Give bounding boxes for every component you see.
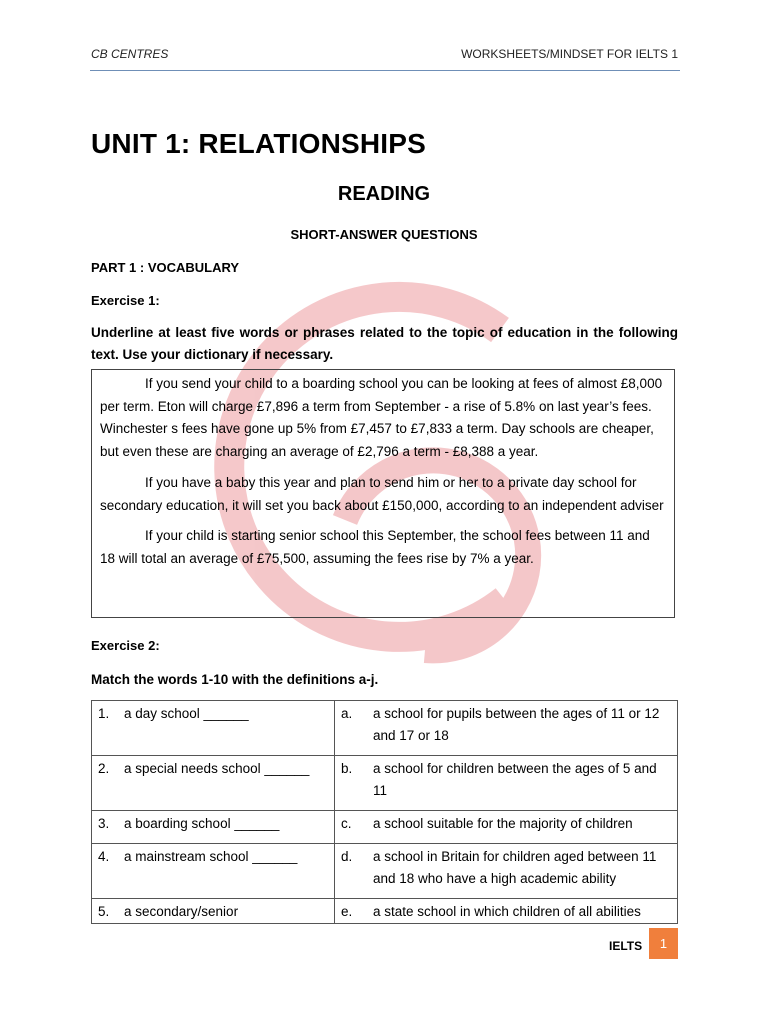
word-cell <box>92 811 335 844</box>
header-left: CB CENTRES <box>91 47 169 61</box>
paragraph: If you send your child to a boarding school you can be looking at fees of almost £8,000 per term. Eton will charge £7,896 a term from September - a rise of 5.8% on last year’s fees. Winchester s fees have gone up 5% from £7,457 to £7,833 a term. Day schools are cheaper, but even these are charging an average of £2,796 a term - £8,388 a year. <box>100 376 663 459</box>
subsection-heading: SHORT-ANSWER QUESTIONS <box>290 227 478 242</box>
item-letter: d. <box>341 849 353 864</box>
part-label: PART 1 : VOCABULARY <box>91 260 240 275</box>
item-letter: a. <box>341 706 353 721</box>
word-cell <box>92 899 335 924</box>
definition-cell <box>335 811 678 844</box>
table-row <box>92 844 678 899</box>
definition-cell <box>335 701 678 756</box>
reading-text-box <box>91 369 675 618</box>
page-title: UNIT 1: RELATIONSHIPS <box>91 128 427 159</box>
table-row <box>92 701 678 756</box>
matching-table <box>91 700 678 924</box>
footer-label: IELTS <box>609 939 643 953</box>
header-right: WORKSHEETS/MINDSET FOR IELTS 1 <box>461 47 678 61</box>
paragraph: If you have a baby this year and plan to send him or her to a private day school for secondary education, it will set you back about £150,000, according to an independent adviser <box>100 475 664 513</box>
definition-cell <box>335 844 678 899</box>
header-divider <box>90 70 680 71</box>
item-number: 1. <box>98 706 110 721</box>
exercise1-instruction: Underline at least five words or phrases related to the topic of education in the following text. Use your dictionary if necessary. <box>91 325 678 362</box>
definition-cell <box>335 756 678 811</box>
item-definition: a state school in which children of all abilities <box>373 904 641 919</box>
table-row <box>92 811 678 844</box>
item-word: a secondary/senior <box>124 904 239 919</box>
item-definition: a school in Britain for children aged between 11 and 18 who have a high academic ability <box>373 849 657 886</box>
exercise1-label: Exercise 1: <box>91 293 160 308</box>
item-number: 5. <box>98 904 110 919</box>
item-letter: b. <box>341 761 353 776</box>
table-row <box>92 899 678 924</box>
definition-cell <box>335 899 678 924</box>
item-letter: e. <box>341 904 353 919</box>
item-word: a boarding school ______ <box>124 816 280 831</box>
item-number: 3. <box>98 816 110 831</box>
item-definition: a school for pupils between the ages of 11 or 12 and 17 or 18 <box>373 706 660 743</box>
item-definition: a school for children between the ages of 5 and 11 <box>373 761 657 798</box>
item-letter: c. <box>341 816 352 831</box>
item-definition: a school suitable for the majority of children <box>373 816 633 831</box>
paragraph: If your child is starting senior school this September, the school fees between 11 and 18 will total an average of £75,500, assuming the fees rise by 7% a year. <box>100 528 650 566</box>
word-cell <box>92 701 335 756</box>
exercise2-instruction: Match the words 1-10 with the definitions a-j. <box>91 672 379 687</box>
section-heading: READING <box>337 183 431 205</box>
item-word: a day school ______ <box>124 706 249 721</box>
item-number: 2. <box>98 761 110 776</box>
word-cell <box>92 756 335 811</box>
word-cell <box>92 844 335 899</box>
exercise2-label: Exercise 2: <box>91 638 160 653</box>
item-number: 4. <box>98 849 110 864</box>
item-word: a special needs school ______ <box>124 761 310 776</box>
page-number: 1 <box>649 928 678 959</box>
item-word: a mainstream school ______ <box>124 849 298 864</box>
table-row <box>92 756 678 811</box>
